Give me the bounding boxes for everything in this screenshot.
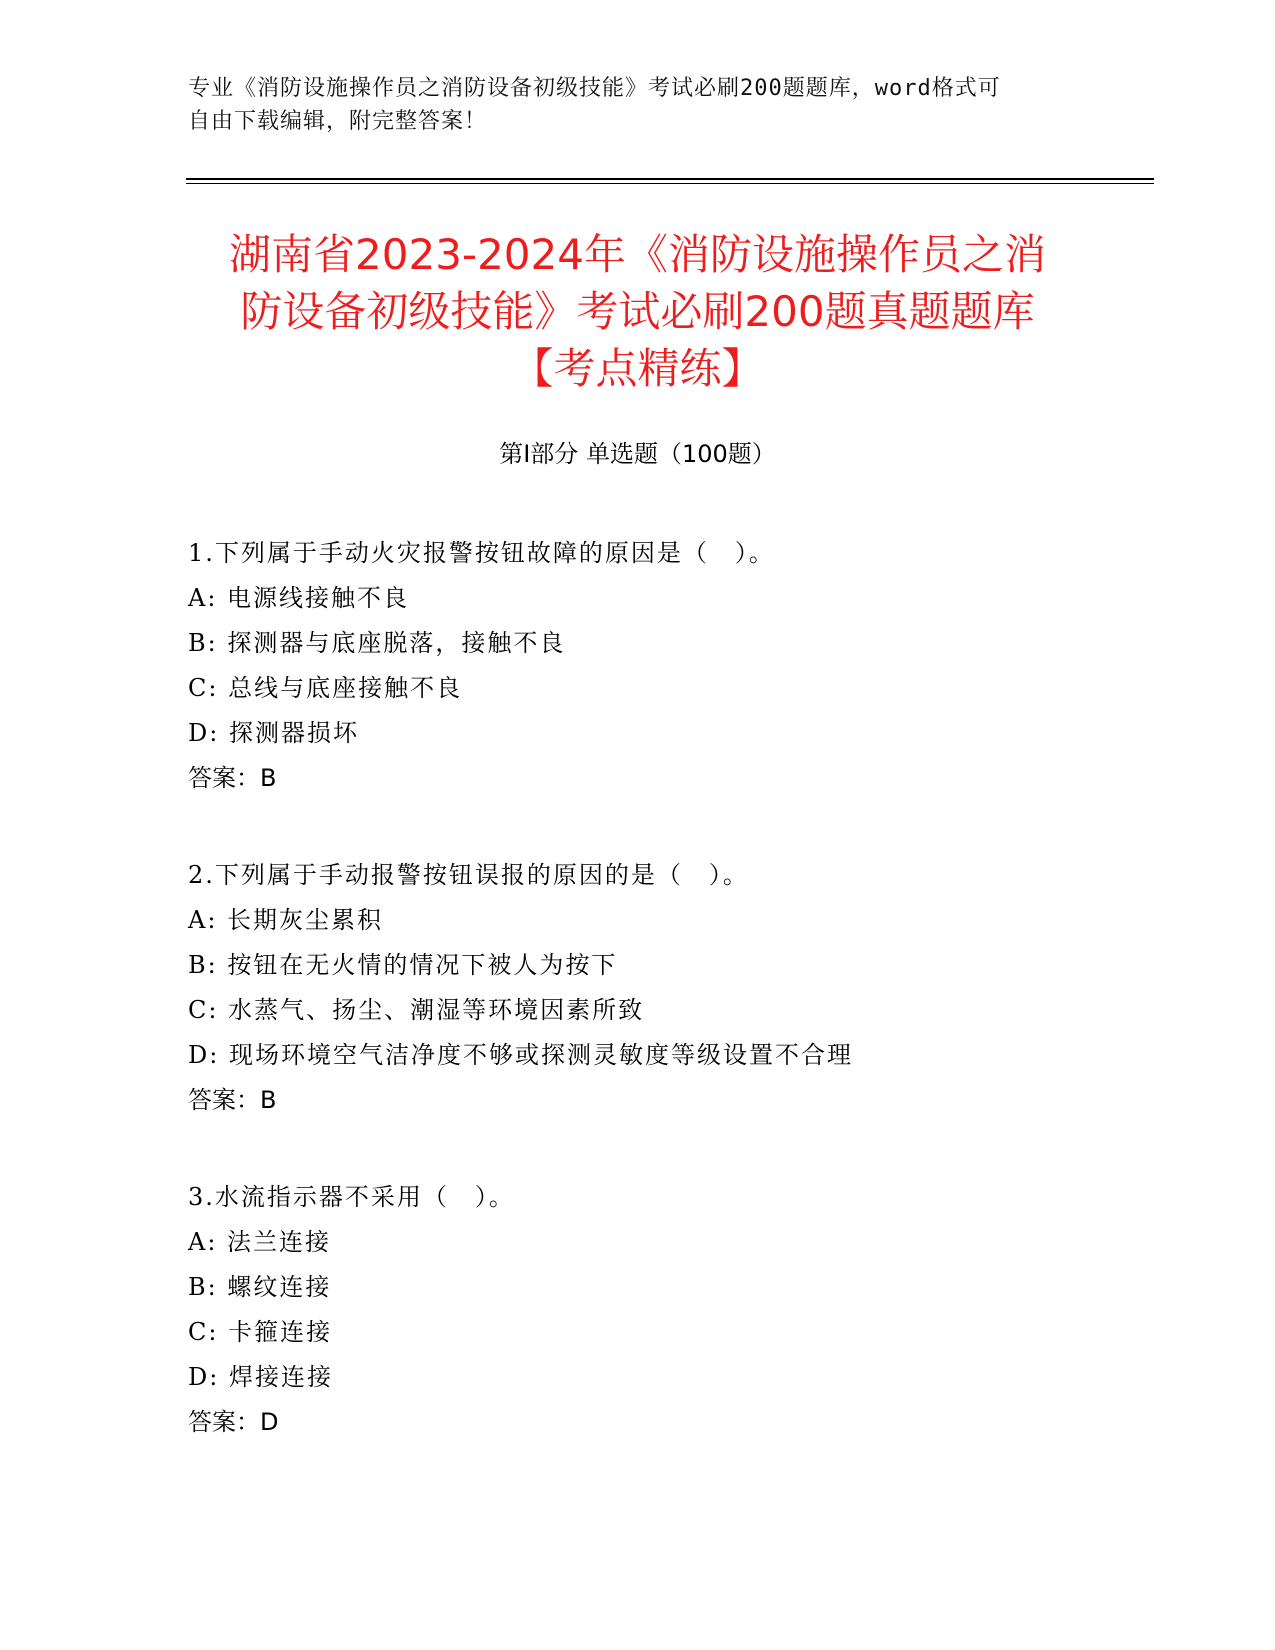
option-d: D: 焊接连接 [188,1363,333,1391]
answer-line: 答案：B [188,764,277,792]
answer-line: 答案：B [188,1086,277,1114]
question-list [188,530,1148,1496]
option-b: B: 探测器与底座脱落，接触不良 [188,629,566,657]
option-b: B: 按钮在无火情的情况下被人为按下 [188,951,618,979]
header-note-line: 专业《消防设施操作员之消防设备初级技能》考试必刷200题题库，word格式可 [188,76,1001,101]
answer-line: 答案：D [188,1408,279,1436]
document-title [160,226,1115,397]
section-heading: 第I部分 单选题（100题） [499,440,776,468]
option-a: A: 长期灰尘累积 [188,906,384,934]
option-a: A: 电源线接触不良 [188,584,410,612]
title-line: 湖南省2023-2024年《消防设施操作员之消 [229,230,1046,279]
question-item [188,1174,1148,1445]
title-line: 防设备初级技能》考试必刷200题真题题库 [240,287,1035,336]
option-c: C: 总线与底座接触不良 [188,674,463,702]
header-note-line: 自由下载编辑，附完整答案！ [188,109,488,134]
question-item [188,852,1148,1123]
option-c: C: 水蒸气、扬尘、潮湿等环境因素所致 [188,996,645,1024]
option-a: A: 法兰连接 [188,1228,332,1256]
header-divider-thin [186,183,1154,184]
question-item [188,530,1148,801]
header-divider-thick [186,178,1154,180]
option-b: B: 螺纹连接 [188,1273,332,1301]
title-line: 【考点精练】 [511,344,764,393]
option-c: C: 卡箍连接 [188,1318,333,1346]
option-d: D: 现场环境空气洁净度不够或探测灵敏度等级设置不合理 [188,1041,853,1069]
option-d: D: 探测器损坏 [188,719,359,747]
document-header-note [188,72,1068,138]
question-stem: 3.水流指示器不采用（ ）。 [188,1183,515,1211]
question-stem: 1.下列属于手动火灾报警按钮故障的原因是（ ）。 [188,539,775,567]
question-stem: 2.下列属于手动报警按钮误报的原因的是（ ）。 [188,861,749,889]
